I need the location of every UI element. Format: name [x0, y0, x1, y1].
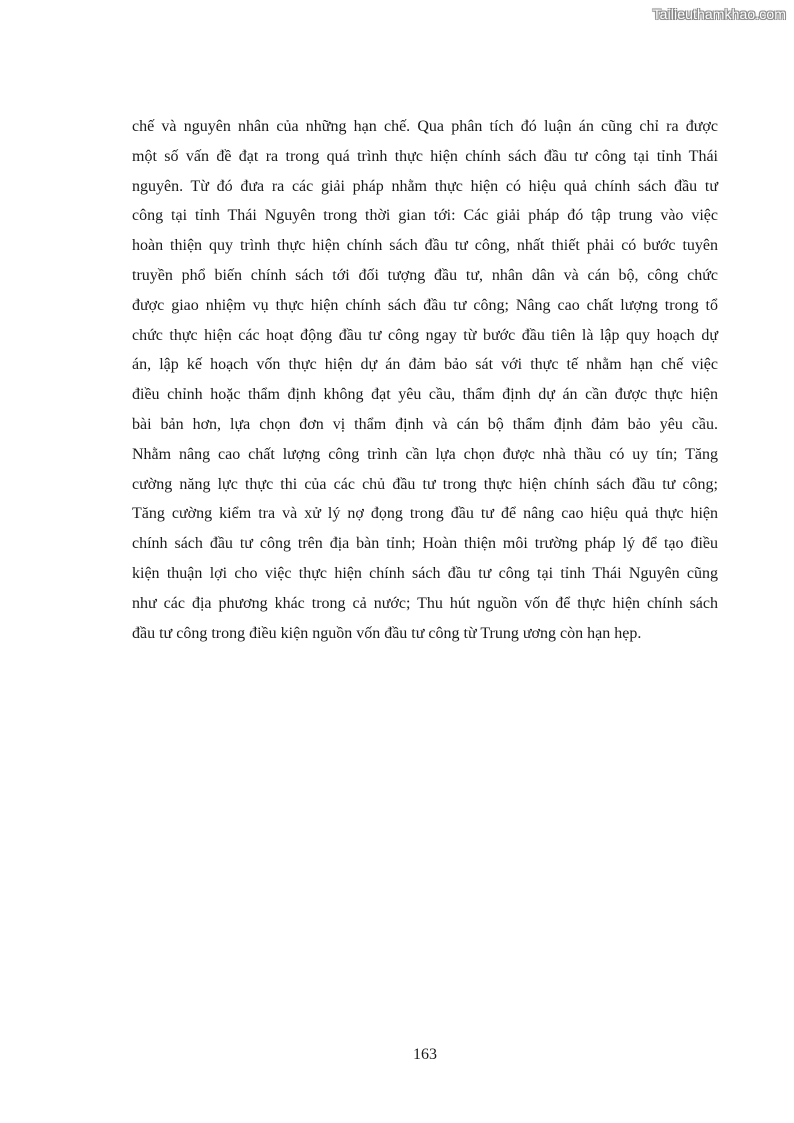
paragraph-line: hoàn thiện quy trình thực hiện chính sách đầu tư công, nhất thiết phải có bước tuyên — [132, 237, 718, 255]
watermark-text: Tailieuthamkhao.com — [652, 6, 786, 22]
paragraph-line: chế và nguyên nhân của những hạn chế. Qua phân tích đó luận án cũng chỉ ra được — [132, 118, 718, 135]
paragraph-line: Nhằm nâng cao chất lượng công trình cần lựa chọn được nhà thầu có uy tín; Tăng — [132, 445, 718, 463]
paragraph-line: Tăng cường kiểm tra và xử lý nợ đọng trong đầu tư để nâng cao hiệu quả thực hiện — [132, 505, 718, 523]
paragraph-line: nguyên. Từ đó đưa ra các giải pháp nhằm thực hiện có hiệu quả chính sách đầu tư — [132, 177, 718, 195]
paragraph-line: chức thực hiện các hoạt động đầu tư công ngay từ bước đầu tiên là lập quy hoạch dự — [132, 326, 718, 344]
paragraph-line: như các địa phương khác trong cả nước; Thu hút nguồn vốn để thực hiện chính sách — [132, 594, 718, 612]
page-number: 163 — [413, 1046, 437, 1063]
paragraph-line: chính sách đầu tư công trên địa bàn tỉnh; Hoàn thiện môi trường pháp lý để tạo điều — [132, 535, 718, 553]
paragraph-line: kiện thuận lợi cho việc thực hiện chính sách đầu tư công tại tỉnh Thái Nguyên cũng — [132, 564, 718, 582]
paragraph-line: một số vấn đề đạt ra trong quá trình thực hiện chính sách đầu tư công tại tỉnh Thái — [132, 147, 718, 165]
paragraph-line: đầu tư công trong điều kiện nguồn vốn đầu tư công từ Trung ương còn hạn hẹp. — [132, 624, 642, 642]
paragraph-line: công tại tỉnh Thái Nguyên trong thời gian tới: Các giải pháp đó tập trung vào việc — [132, 207, 718, 225]
body-paragraph — [132, 112, 718, 648]
paragraph-line: được giao nhiệm vụ thực hiện chính sách đầu tư công; Nâng cao chất lượng trong tổ — [132, 296, 718, 314]
paragraph-line: cường năng lực thực thi của các chủ đầu tư trong thực hiện chính sách đầu tư công; — [132, 475, 718, 493]
paragraph-line: án, lập kế hoạch vốn thực hiện dự án đảm bảo sát với thực tế nhằm hạn chế việc — [132, 356, 718, 374]
paragraph-line: điều chỉnh hoặc thẩm định không đạt yêu cầu, thẩm định dự án cần được thực hiện — [132, 386, 718, 404]
paragraph-line: truyền phổ biến chính sách tới đối tượng đầu tư, nhân dân và cán bộ, công chức — [132, 266, 718, 284]
paragraph-line: bài bản hơn, lựa chọn đơn vị thẩm định và cán bộ thẩm định đảm bảo yêu cầu. — [132, 415, 718, 433]
